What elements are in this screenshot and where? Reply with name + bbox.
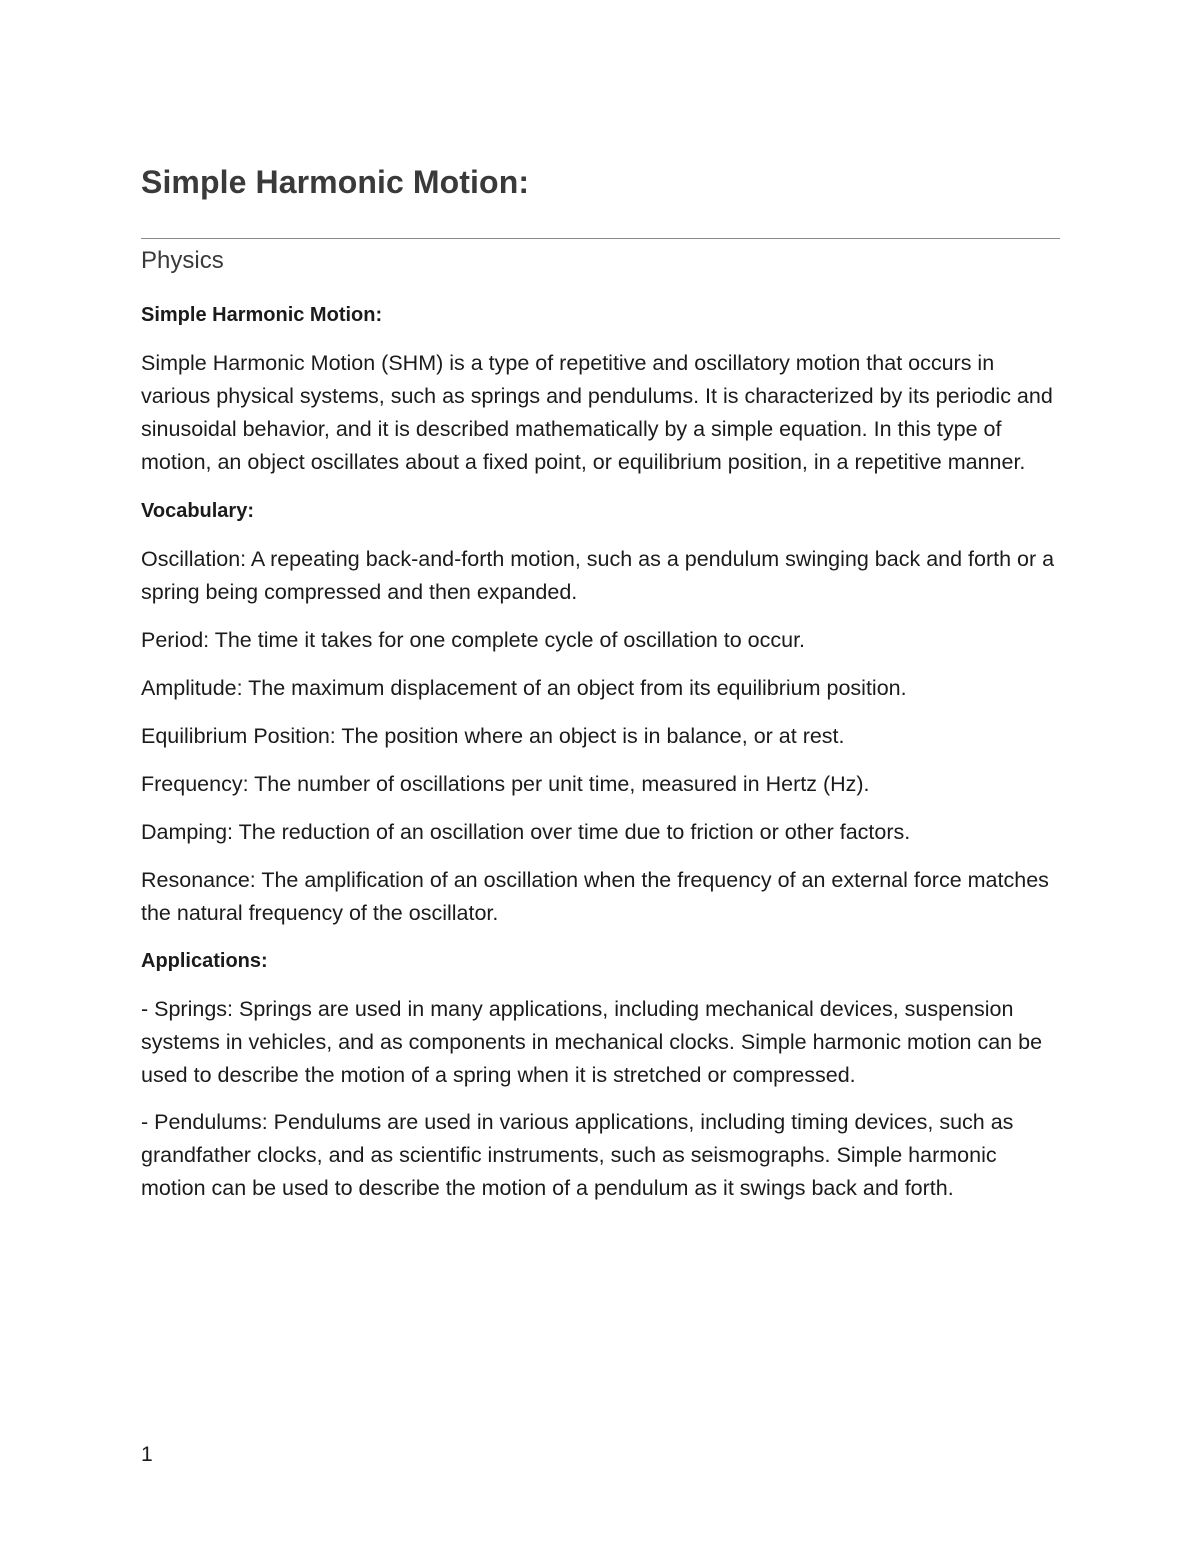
vocabulary-item-equilibrium-position: Equilibrium Position: The position where an object is in balance, or at rest. — [141, 724, 845, 748]
application-item-springs: - Springs: Springs are used in many applications, including mechanical devices, suspension systems in vehicles, and as components in mechanical clocks. Simple harmonic motion can be used to describe the motion of a spring when it is stretched or compressed. — [141, 997, 1043, 1087]
page-content — [141, 160, 1061, 1219]
document-title: Simple Harmonic Motion: — [141, 164, 530, 200]
intro-paragraph: Simple Harmonic Motion (SHM) is a type of repetitive and oscillatory motion that occurs in various physical systems, such as springs and pendulums. It is characterized by its periodic and sinusoidal behavior, and it is described mathematically by a simple equation. In this type of motion, an object oscillates about a fixed point, or equilibrium position, in a repetitive manner. — [141, 351, 1053, 474]
vocabulary-item-period: Period: The time it takes for one complete cycle of oscillation to occur. — [141, 628, 806, 652]
vocabulary-item-oscillation: Oscillation: A repeating back-and-forth motion, such as a pendulum swinging back and forth or a spring being compressed and then expanded. — [141, 547, 1055, 604]
vocabulary-item-resonance: Resonance: The amplification of an oscillation when the frequency of an external force matches the natural frequency of the oscillator. — [141, 868, 1049, 925]
applications-heading: Applications: — [141, 950, 268, 972]
application-item-pendulums: - Pendulums: Pendulums are used in various applications, including timing devices, such as grandfather clocks, and as scientific instruments, such as seismographs. Simple harmonic motion can be used to describe the motion of a pendulum as it swings back and forth. — [141, 1110, 1014, 1200]
vocabulary-heading: Vocabulary: — [141, 500, 254, 522]
page-number: 1 — [141, 1443, 153, 1466]
vocabulary-item-damping: Damping: The reduction of an oscillation over time due to friction or other factors. — [141, 820, 911, 844]
vocabulary-list — [141, 543, 1061, 930]
vocabulary-item-amplitude: Amplitude: The maximum displacement of an object from its equilibrium position. — [141, 676, 907, 700]
applications-list — [141, 993, 1061, 1205]
document-subject: Physics — [141, 247, 224, 274]
title-divider — [141, 238, 1060, 239]
vocabulary-item-frequency: Frequency: The number of oscillations per unit time, measured in Hertz (Hz). — [141, 772, 870, 796]
intro-heading: Simple Harmonic Motion: — [141, 304, 383, 326]
